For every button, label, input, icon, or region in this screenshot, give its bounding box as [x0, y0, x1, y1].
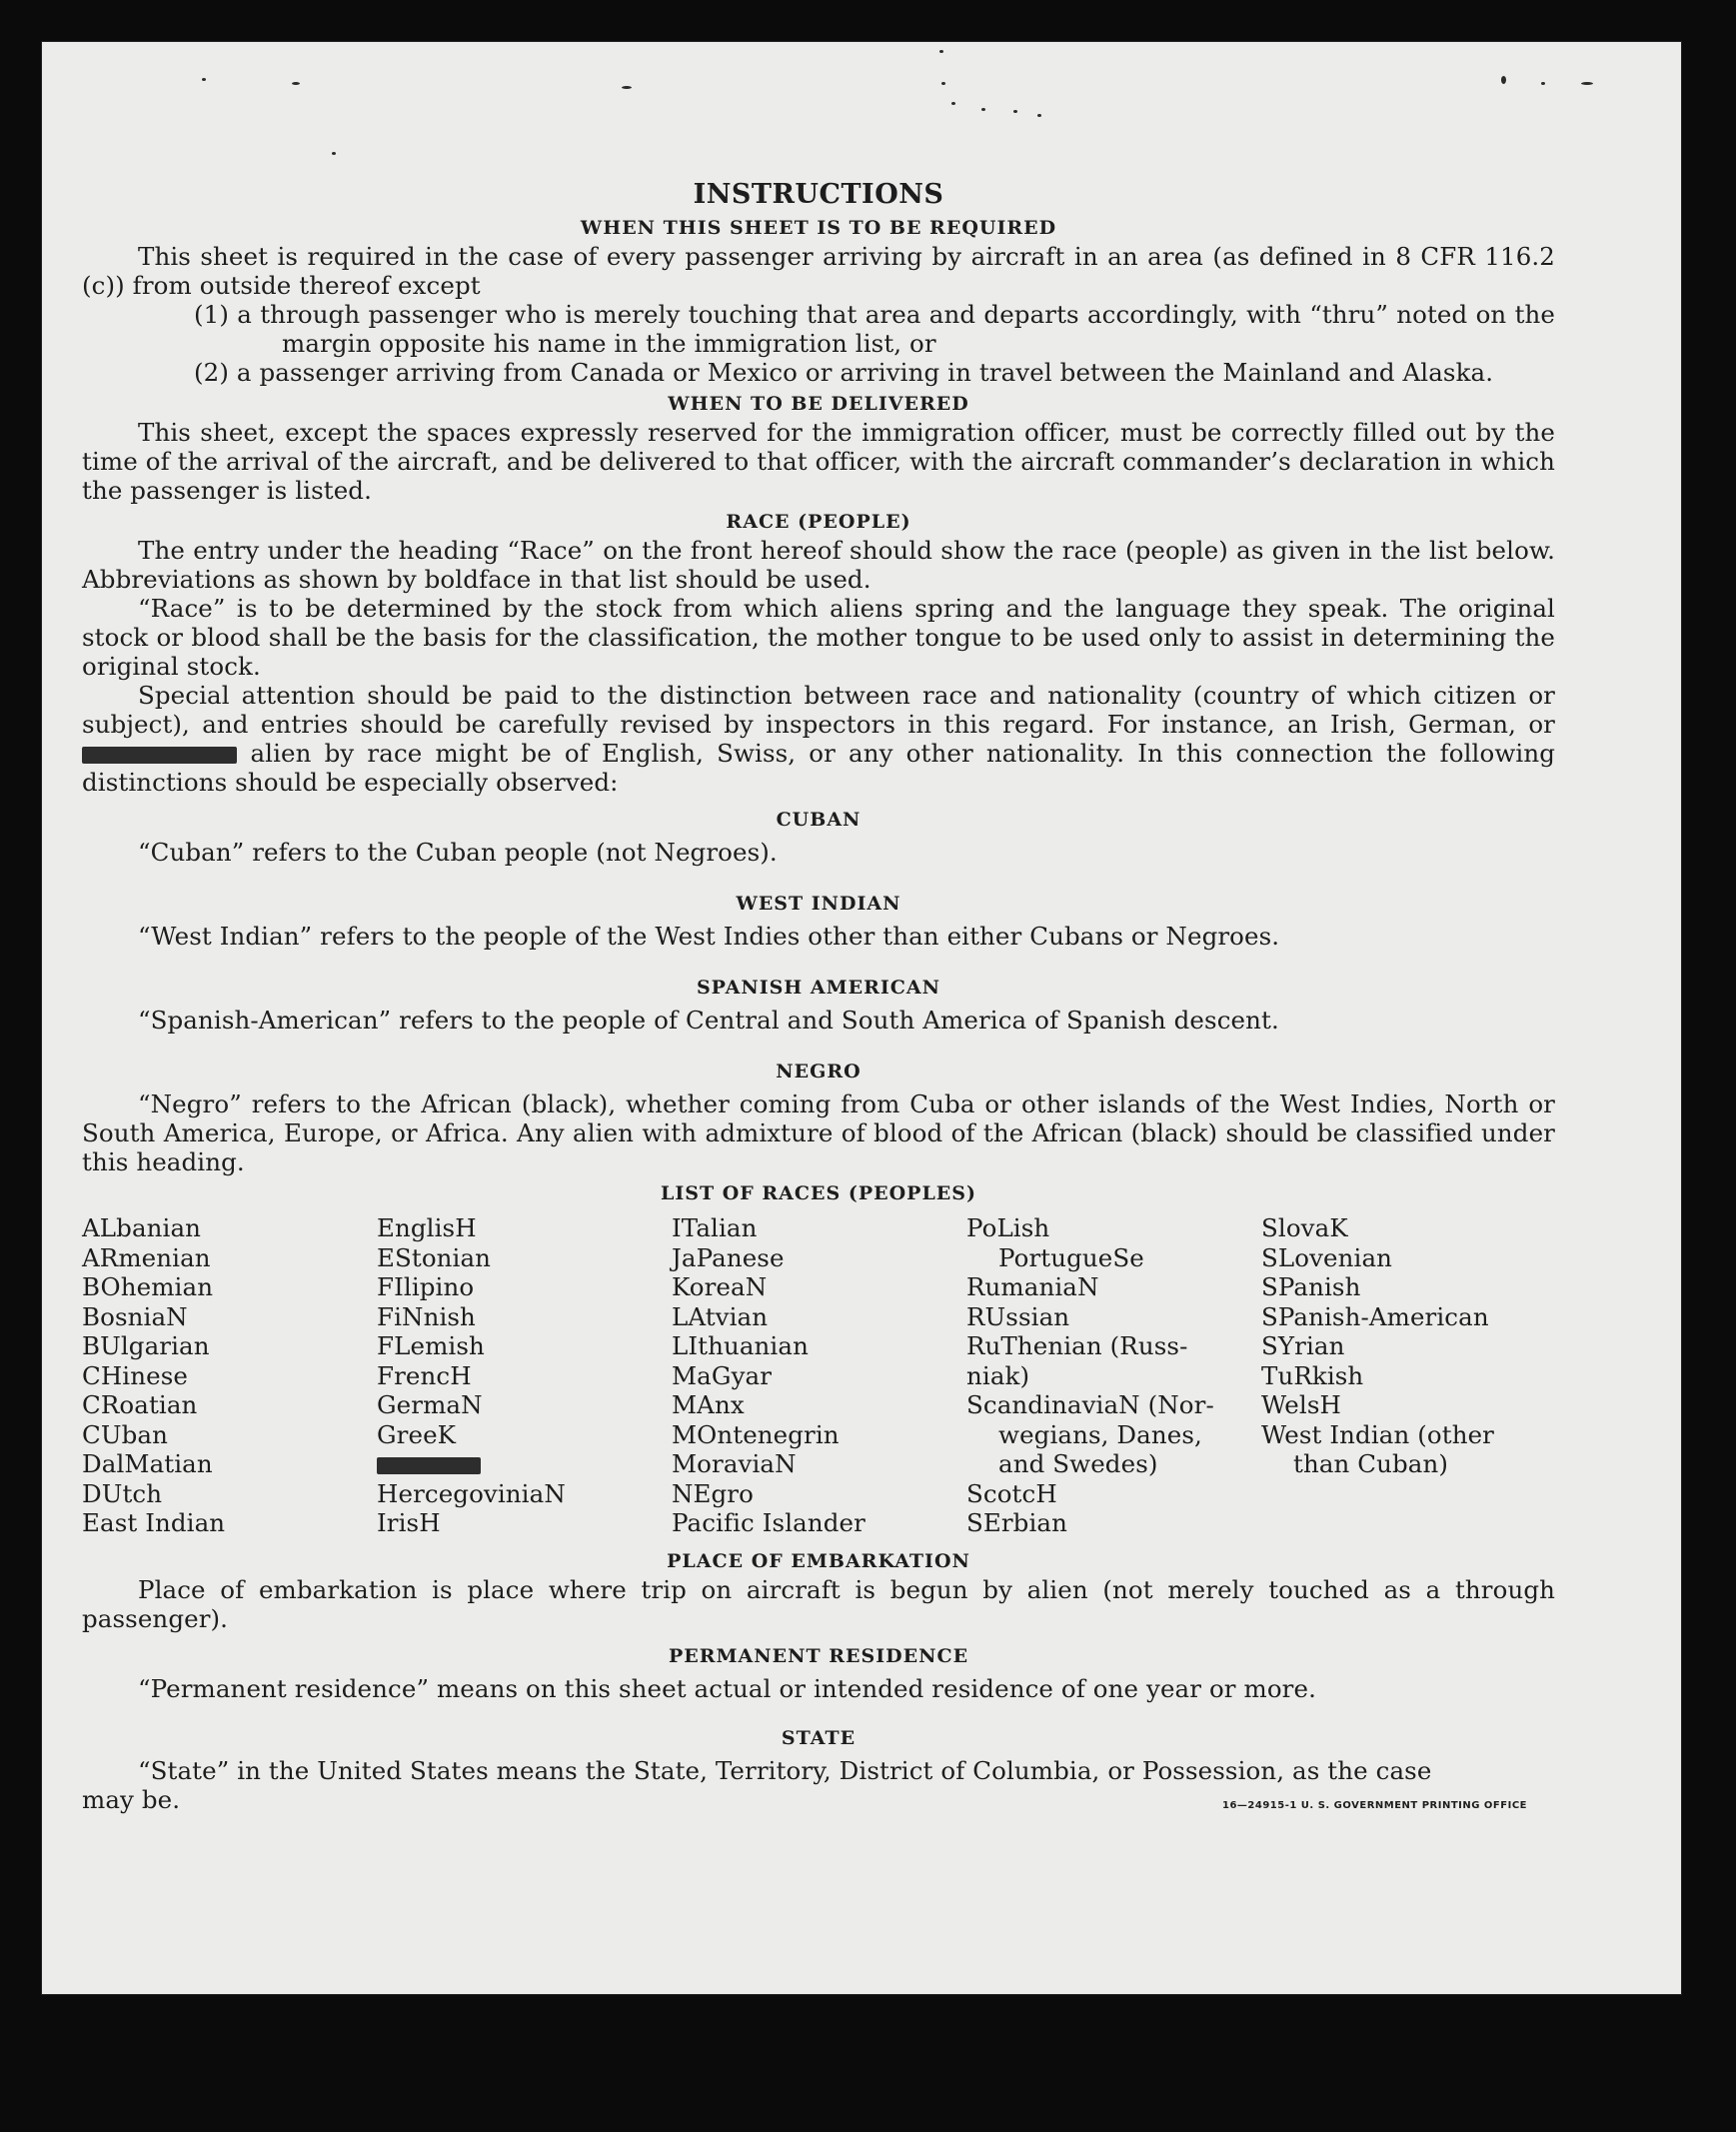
- spanish-american-text: “Spanish-American” refers to the people of Central and South America of Spanish descent.: [138, 1006, 1279, 1035]
- races-column-4: [966, 1213, 1261, 1538]
- heading-embarkation: PLACE OF EMBARKATION: [667, 1549, 970, 1572]
- race-paragraph-3-part-b: alien by race might be of English, Swiss, or any other nationality. In this connection the following distinctions should be especially observed:: [82, 739, 1555, 797]
- when-required-intro: This sheet is required in the case of every passenger arriving by aircraft in an area (as defined in 8 CFR 116.2 (c)) from outside thereof except: [82, 242, 1555, 300]
- race-list-item: than Cuban): [1293, 1449, 1449, 1478]
- state-text-b: may be.: [82, 1784, 181, 1814]
- race-list-item: DUtch: [82, 1478, 163, 1508]
- race-list-item: CRoatian: [82, 1390, 198, 1419]
- race-list-item: KoreaN: [672, 1272, 768, 1301]
- race-list-item: SYrian: [1261, 1331, 1345, 1360]
- scan-speck: [981, 108, 985, 111]
- race-list-item: FLemish: [377, 1331, 485, 1360]
- printing-office-imprint: 16—24915-1 U. S. GOVERNMENT PRINTING OFFICE: [1222, 1799, 1527, 1811]
- scan-speck: [332, 152, 336, 155]
- west-indian-text: “West Indian” refers to the people of the West Indies other than either Cubans or Negroes.: [138, 922, 1280, 951]
- race-list-item: LIthuanian: [672, 1331, 809, 1360]
- race-list-item: West Indian (other: [1261, 1419, 1494, 1449]
- race-list-item: NEgro: [672, 1478, 754, 1508]
- heading-when-delivered: WHEN TO BE DELIVERED: [668, 393, 969, 415]
- races-column-5: [1261, 1213, 1556, 1538]
- races-list: [82, 1213, 1555, 1538]
- scan-speck: [951, 102, 955, 105]
- heading-list-of-races: LIST OF RACES (PEOPLES): [661, 1182, 976, 1204]
- scan-speck: [292, 82, 300, 85]
- race-list-item: EStonian: [377, 1242, 492, 1272]
- race-list-item: Pacific Islander: [672, 1508, 866, 1537]
- heading-residence: PERMANENT RESIDENCE: [668, 1644, 969, 1667]
- heading-race: RACE (PEOPLE): [726, 511, 911, 533]
- race-list-item: RumaniaN: [966, 1272, 1099, 1301]
- race-list-item: ARmenian: [82, 1242, 211, 1272]
- race-paragraph-3: [82, 681, 1555, 797]
- negro-text: “Negro” refers to the African (black), whether coming from Cuba or other islands of the West Indies, North or South America, Europe, or Africa. Any alien with admixture of blood of the African (black) should be classified under this heading.: [82, 1089, 1555, 1176]
- scan-speck: [202, 78, 206, 81]
- race-list-item: MOntenegrin: [672, 1419, 840, 1449]
- race-list-item: CHinese: [82, 1360, 188, 1390]
- heading-state: STATE: [781, 1726, 857, 1749]
- race-list-item: RUssian: [966, 1301, 1070, 1331]
- heading-negro: NEGRO: [776, 1061, 862, 1082]
- race-list-item: MAnx: [672, 1390, 745, 1419]
- race-list-item: SPanish: [1261, 1272, 1361, 1301]
- race-list-item: SErbian: [966, 1508, 1067, 1537]
- race-list-item: LAtvian: [672, 1301, 769, 1331]
- race-list-item: TuRkish: [1261, 1360, 1364, 1390]
- scan-speck: [1541, 82, 1545, 85]
- when-required-item-1: (1) a through passenger who is merely touching that area and departs accordingly, with “thru” noted on the margin opposite his name in the immigration list, or: [194, 300, 1555, 358]
- races-column-2: [377, 1213, 672, 1538]
- race-list-item: niak): [966, 1360, 1030, 1390]
- scan-speck: [622, 86, 632, 89]
- race-list-item: SLovenian: [1261, 1242, 1393, 1272]
- race-list-item: PortugueSe: [998, 1242, 1144, 1272]
- heading-west-indian: WEST INDIAN: [736, 893, 901, 915]
- race-paragraph-3-part-a: Special attention should be paid to the distinction between race and nationality (country of which citizen or subject), and entries should be carefully revised by inspectors in this regard. For instance, an Irish, German, or: [82, 681, 1555, 739]
- race-paragraph-1: The entry under the heading “Race” on the front hereof should show the race (people) as given in the list below. Abbreviations as shown by boldface in that list should be used.: [82, 536, 1555, 594]
- heading-spanish-american: SPANISH AMERICAN: [696, 977, 941, 999]
- race-list-item: East Indian: [82, 1508, 226, 1537]
- redacted-word: [82, 747, 237, 764]
- race-list-item: wegians, Danes,: [998, 1419, 1202, 1449]
- footer-line: [82, 1785, 1555, 1820]
- scan-speck: [939, 50, 943, 53]
- residence-text: “Permanent residence” means on this sheet actual or intended residence of one year or more.: [138, 1673, 1316, 1703]
- race-list-item: BosniaN: [82, 1301, 188, 1331]
- redacted-word: [377, 1457, 481, 1474]
- scan-speck: [1013, 110, 1017, 113]
- race-list-item: ScotcH: [966, 1478, 1057, 1508]
- race-list-item: DalMatian: [82, 1449, 213, 1478]
- race-list-item: MoraviaN: [672, 1449, 797, 1478]
- race-list-item: WelsH: [1261, 1390, 1341, 1419]
- race-list-item: GermaN: [377, 1390, 483, 1419]
- race-list-item: SlovaK: [1261, 1213, 1348, 1242]
- state-text-a: “State” in the United States means the State, Territory, District of Columbia, or Possession, as the case: [138, 1755, 1432, 1785]
- race-list-item: ITalian: [672, 1213, 758, 1242]
- race-list-item: BOhemian: [82, 1272, 214, 1301]
- scan-speck: [941, 82, 945, 85]
- race-list-item: HercegoviniaN: [377, 1478, 566, 1508]
- heading-when-required: WHEN THIS SHEET IS TO BE REQUIRED: [580, 217, 1057, 239]
- races-column-1: [82, 1213, 377, 1538]
- scan-speck: [1037, 114, 1041, 117]
- race-list-item: IrisH: [377, 1508, 441, 1537]
- race-list-item: and Swedes): [998, 1449, 1158, 1478]
- race-list-item: JaPanese: [672, 1242, 785, 1272]
- instructions-content: [82, 180, 1555, 1820]
- cuban-text: “Cuban” refers to the Cuban people (not Negroes).: [138, 838, 778, 867]
- race-list-item: BUlgarian: [82, 1331, 210, 1360]
- race-list-item: ALbanian: [82, 1213, 202, 1242]
- when-required-item-2: (2) a passenger arriving from Canada or Mexico or arriving in travel between the Mainland and Alaska.: [194, 358, 1494, 387]
- scan-speck: [1501, 76, 1506, 84]
- races-column-3: [672, 1213, 966, 1538]
- race-list-item: PoLish: [966, 1213, 1050, 1242]
- race-list-item: ScandinaviaN (Nor-: [966, 1390, 1214, 1419]
- race-list-item: SPanish-American: [1261, 1301, 1489, 1331]
- race-list-item: FrencH: [377, 1360, 472, 1390]
- heading-cuban: CUBAN: [776, 809, 862, 831]
- race-list-item: FiNnish: [377, 1301, 476, 1331]
- race-list-item: CUban: [82, 1419, 168, 1449]
- race-list-item: GreeK: [377, 1419, 457, 1449]
- document-page: [42, 42, 1681, 1994]
- race-list-item: RuThenian (Russ-: [966, 1331, 1188, 1360]
- scan-speck: [1581, 82, 1593, 85]
- race-paragraph-2: “Race” is to be determined by the stock from which aliens spring and the language they speak. The original stock or blood shall be the basis for the classification, the mother tongue to be used only to assist in determining the original stock.: [82, 594, 1555, 681]
- when-delivered-text: This sheet, except the spaces expressly reserved for the immigration officer, must be correctly filled out by the time of the arrival of the aircraft, and be delivered to that officer, with the aircraft commander’s declaration in which the passenger is listed.: [82, 418, 1555, 505]
- race-list-item: FIlipino: [377, 1272, 475, 1301]
- race-list-item: EnglisH: [377, 1213, 477, 1242]
- page-title: INSTRUCTIONS: [693, 179, 944, 210]
- embarkation-text: Place of embarkation is place where trip on aircraft is begun by alien (not merely touched as a through passenger).: [82, 1574, 1555, 1633]
- race-list-item-redacted: [377, 1449, 672, 1479]
- race-list-item: MaGyar: [672, 1360, 773, 1390]
